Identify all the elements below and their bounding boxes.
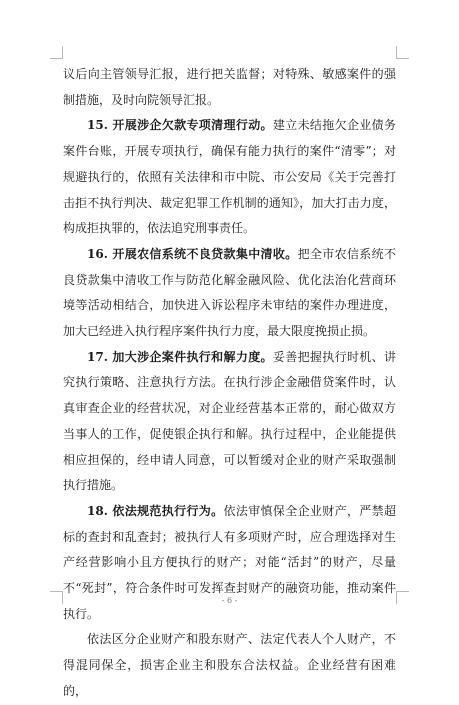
paragraph-item-18 [63, 499, 396, 628]
paragraph-text: 建立未结拖欠企业债务案件台账，开展专项执行，确保有能力执行的案件“清零”；对规避执行的，依照有关法律和市中院、市公安局《关于完善打击拒不执行判决、裁定犯罪工作机制的通知》，加大打击力度，构成拒执罪的，依法追究刑事责任。 [63, 118, 396, 236]
paragraph-continuation [63, 62, 396, 113]
paragraph-item-15 [63, 113, 396, 242]
paragraph-heading: 15. 开展涉企欠款专项清理行动。 [87, 118, 273, 133]
crop-mark-top-left [50, 46, 63, 59]
page-number: - 6 - [221, 596, 238, 605]
crop-mark-top-right [396, 46, 409, 59]
document-body [63, 62, 396, 705]
paragraph-text: 议后向主管领导汇报，进行把关监督；对特殊、敏感案件的强制措施，及时向院领导汇报。 [63, 67, 396, 107]
paragraph-item-17 [63, 345, 396, 499]
paragraph-item-16 [63, 242, 396, 345]
paragraph-heading: 16. 开展农信系统不良贷款集中清收。 [87, 246, 298, 261]
paragraph-text: 妥善把握执行时机、讲究执行策略、注意执行方法。在执行涉企金融借贷案件时，认真审查企业的经营状况，对企业经营基本正常的，耐心做双方当事人的工作，促使银企执行和解。执行过程中，企业能提供相应担保的，经申请人同意，可以暂缓对企业的财产采取强制执行措施。 [63, 349, 396, 493]
paragraph-text: 依法区分企业财产和股东财产、法定代表人个人财产，不得混同保全，损害企业主和股东合法权益。企业经营有困难的， [63, 632, 396, 698]
paragraph-text: 依法审慎保全企业财产，严禁超标的查封和乱查封；被执行人有多项财产时，应合理选择对生产经营影响小且方便执行的财产；对能“活封”的财产，尽量不“死封”，符合条件时可发挥查封财产的融资功能，推动案件执行。 [63, 503, 396, 621]
paragraph-heading: 17. 加大涉企案件执行和解力度。 [87, 349, 273, 364]
paragraph-heading: 18. 依法规范执行行为。 [87, 503, 224, 518]
paragraph-final [63, 627, 396, 704]
paragraph-text: 把全市农信系统不良贷款集中清收工作与防范化解金融风险、优化法治化营商环境等活动相结合，加快进入诉讼程序未审结的案件办理进度，加大已经进入执行程序案件执行力度，最大限度挽损止损。 [63, 246, 396, 339]
